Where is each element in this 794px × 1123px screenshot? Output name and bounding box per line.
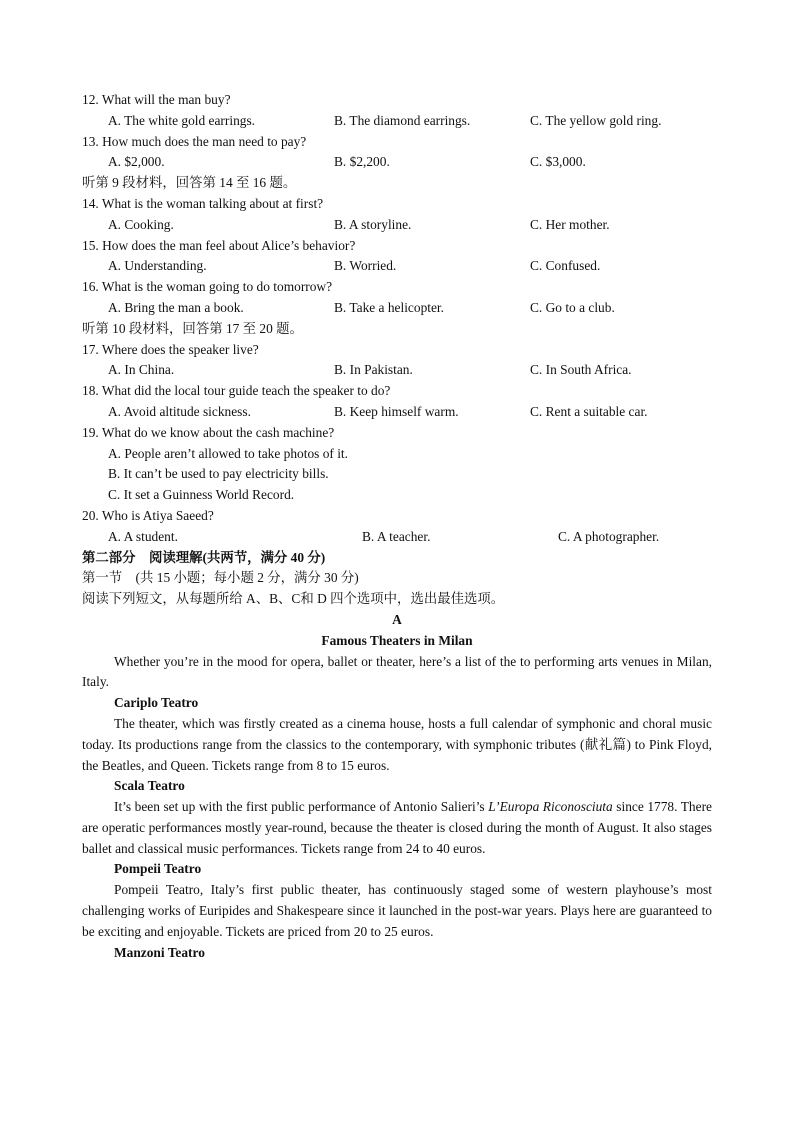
- question-text: 17. Where does the speaker live?: [82, 341, 259, 357]
- question-12: [82, 90, 712, 111]
- section-note-9: 听第 9 段材料，回答第 14 至 16 题。: [82, 175, 297, 191]
- option-a: A. Understanding.: [108, 258, 207, 274]
- question-text: 12. What will the man buy?: [82, 92, 231, 107]
- question-18: [82, 381, 712, 402]
- options-14: [82, 215, 712, 236]
- intro-paragraph: Whether you’re in the mood for opera, ballet or theater, here’s a list of the to performing arts venues in Milan, Italy.: [82, 653, 712, 690]
- options-20: [82, 527, 712, 548]
- question-15: [82, 236, 712, 257]
- options-18: [82, 402, 712, 423]
- option-b: B. Take a helicopter.: [334, 299, 444, 315]
- option-c: C. A photographer.: [558, 528, 660, 544]
- theater-paragraph-scala: It’s been set up with the first public performance of Antonio Salieri’s L’Europa Riconosciuta since 1778. There are operatic performances mostly year-round, because the theater is closed during the month of August. It also stages ballet and classical music performances. Tickets range from 24 to 40 euros.: [82, 799, 712, 856]
- option-a: A. A student.: [108, 528, 178, 544]
- option-c: C. Confused.: [530, 258, 601, 274]
- option-a: A. Cooking.: [108, 216, 174, 232]
- option-a-19: A. People aren’t allowed to take photos of it.: [108, 445, 348, 461]
- exam-page: [82, 90, 712, 963]
- question-text: 15. How does the man feel about Alice’s behavior?: [82, 237, 356, 253]
- option-b: B. In Pakistan.: [334, 362, 413, 378]
- option-c: C. Her mother.: [530, 216, 610, 232]
- option-c: C. The yellow gold ring.: [530, 112, 662, 128]
- question-text: 13. How much does the man need to pay?: [82, 133, 307, 149]
- theater-heading-manzoni: Manzoni Teatro: [114, 944, 205, 960]
- question-text: 18. What did the local tour guide teach the speaker to do?: [82, 383, 391, 399]
- options-13: [82, 152, 712, 173]
- option-a: A. $2,000.: [108, 154, 165, 170]
- section-note-10: 听第 10 段材料，回答第 17 至 20 题。: [82, 320, 303, 336]
- part-title: 第二部分 阅读理解(共两节，满分 40 分): [82, 549, 326, 565]
- option-b: B. $2,200.: [334, 154, 390, 170]
- theater-heading-pompeii: Pompeii Teatro: [114, 861, 202, 877]
- theater-paragraph-cariplo: The theater, which was firstly created as a cinema house, hosts a full calendar of symphonic and choral music today. Its productions range from the classics to the contemporary, with symphonic tributes (献礼篇) to Pink Floyd, the Beatles, and Queen. Tickets range from 8 to 15 euros.: [82, 715, 712, 773]
- option-c-19: C. It set a Guinness World Record.: [108, 487, 295, 503]
- options-15: [82, 256, 712, 277]
- instruction: 阅读下列短文，从每题所给 A、B、C和 D 四个选项中，选出最佳选项。: [82, 591, 505, 607]
- option-c: C. $3,000.: [530, 154, 586, 170]
- question-text: 19. What do we know about the cash machine?: [82, 424, 335, 440]
- options-16: [82, 298, 712, 319]
- option-b: B. Worried.: [334, 258, 397, 274]
- question-17: [82, 340, 712, 361]
- question-14: [82, 194, 712, 215]
- question-16: [82, 277, 712, 298]
- theater-paragraph-pompeii: Pompeii Teatro, Italy’s first public theater, has continuously staged some of western playhouse’s most challenging works of Euripides and Shakespeare since it launched in the post-war years. Plays here are guaranteed to be exciting and enjoyable. Tickets are priced from 20 to 25 euros.: [82, 882, 712, 939]
- option-b-19: B. It can’t be used to pay electricity bills.: [108, 466, 329, 482]
- option-a: A. Avoid altitude sickness.: [108, 403, 251, 419]
- option-b: B. A storyline.: [334, 216, 412, 232]
- question-text: 14. What is the woman talking about at first?: [82, 195, 324, 211]
- option-a: A. The white gold earrings.: [108, 112, 256, 128]
- passage-letter: A: [392, 611, 402, 627]
- option-b: B. The diamond earrings.: [334, 112, 471, 128]
- section-title: 第一节 (共 15 小题；每小题 2 分，满分 30 分): [82, 570, 359, 586]
- theater-heading-scala: Scala Teatro: [114, 778, 185, 794]
- option-a: A. In China.: [108, 362, 175, 378]
- question-text: 20. Who is Atiya Saeed?: [82, 507, 214, 523]
- question-13: [82, 132, 712, 153]
- passage-title: Famous Theaters in Milan: [321, 632, 473, 648]
- option-a: A. Bring the man a book.: [108, 299, 244, 315]
- options-17: [82, 360, 712, 381]
- question-20: [82, 506, 712, 527]
- question-text: 16. What is the woman going to do tomorrow?: [82, 279, 333, 295]
- option-c: C. Rent a suitable car.: [530, 403, 648, 419]
- option-c: C. Go to a club.: [530, 299, 615, 315]
- opera-title: L’Europa Riconosciuta: [488, 799, 613, 815]
- theater-heading-cariplo: Cariplo Teatro: [114, 695, 199, 711]
- option-b: B. Keep himself warm.: [334, 403, 459, 419]
- option-b: B. A teacher.: [362, 528, 431, 544]
- question-19: [82, 423, 712, 444]
- option-c: C. In South Africa.: [530, 362, 632, 378]
- options-12: [82, 111, 712, 132]
